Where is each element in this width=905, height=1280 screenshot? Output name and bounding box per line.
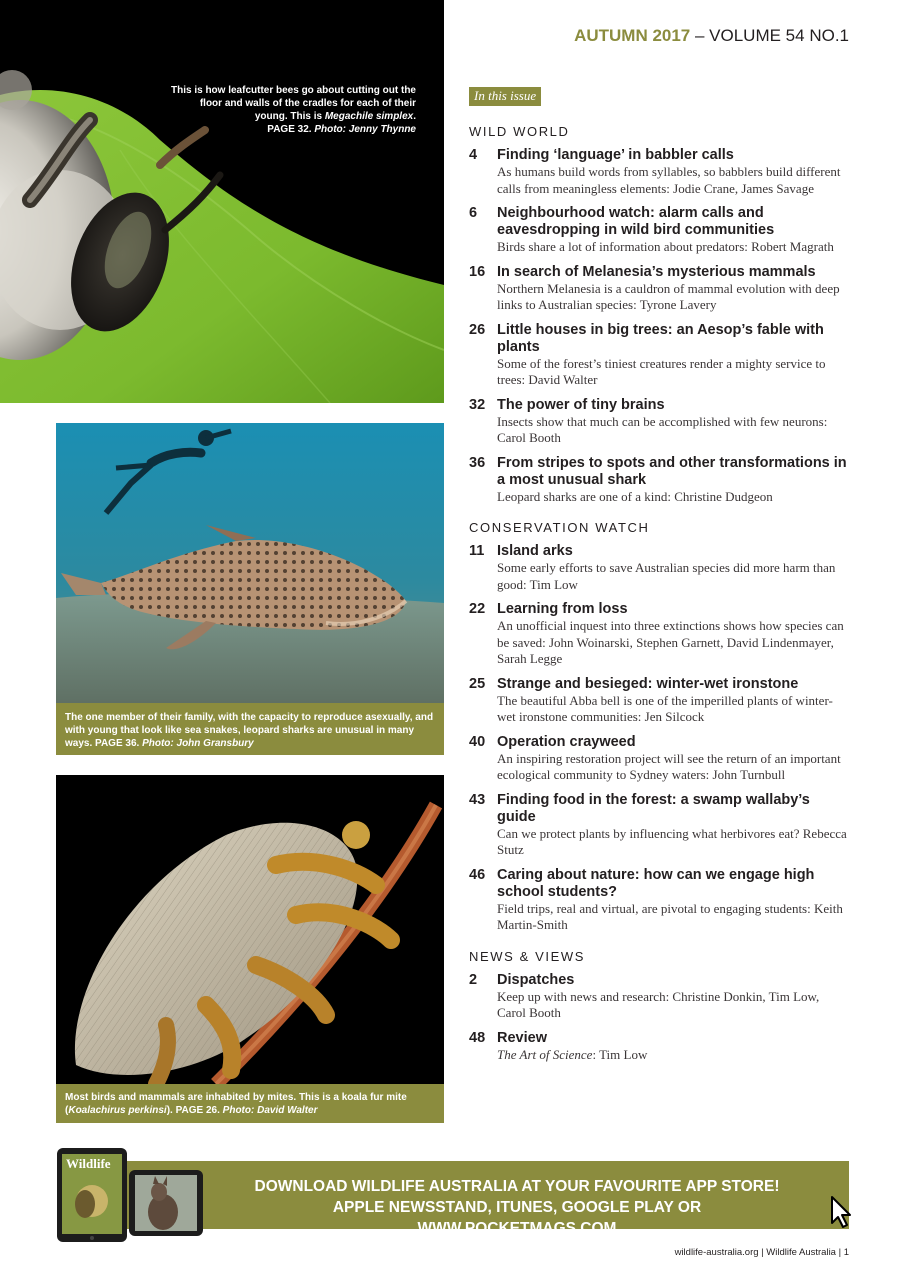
toc-entry-title: Neighbourhood watch: alarm calls and eavesdropping in wild bird communities: [497, 205, 775, 238]
koala-mite-photo: [56, 775, 444, 1084]
toc-entry-desc: The beautiful Abba bell is one of the imperilled plants of winter-wet ironstone communities: Jen Silcock: [497, 692, 833, 724]
toc-entry-title: Operation crayweed: [497, 733, 636, 750]
mite-caption-page: ). PAGE 26.: [166, 1105, 223, 1116]
toc-entry-page: 4: [469, 147, 478, 163]
mite-photo-caption: [56, 1084, 444, 1123]
review-book-title: The Art of Science: [497, 1046, 593, 1062]
toc-entry-page: 32: [469, 396, 486, 413]
mite-caption-species: Koalachirus perkinsi: [68, 1105, 167, 1116]
toc-entry-page: 46: [469, 866, 486, 883]
toc-entry-page: 25: [469, 675, 486, 692]
toc-entry[interactable]: [469, 734, 849, 784]
bee-photo-caption: [166, 84, 416, 136]
leafcutter-bee-photo: [0, 0, 444, 403]
shark-caption-credit: Photo: John Gransbury: [142, 738, 254, 749]
page-footer: wildlife-australia.org | Wildlife Australia | 1: [674, 1247, 849, 1258]
bee-caption-species: Megachile simplex: [324, 111, 414, 122]
toc-entry[interactable]: [469, 205, 849, 256]
toc-entry-desc: Can we protect plants by influencing what herbivores eat? Rebecca Stutz: [497, 825, 847, 857]
toc-entry-page: 22: [469, 601, 486, 617]
toc-entry-page: 26: [469, 321, 486, 338]
toc-entry-page: 2: [469, 971, 478, 988]
mite-caption-text: Most birds and mammals are inhabited by mites. This is a koala fur mite (: [65, 1092, 407, 1116]
toc-entry-desc: Some of the forest’s tiniest creatures render a mighty service to trees: David Walter: [497, 355, 826, 387]
banner-line-1: DOWNLOAD WILDLIFE AUSTRALIA AT YOUR FAVOURITE APP STORE!: [254, 1178, 780, 1195]
toc-entry[interactable]: [469, 543, 849, 593]
koala-mite-figure: [56, 775, 444, 1123]
toc-entry-title: Strange and besieged: winter-wet ironstone: [497, 675, 799, 692]
toc-entry-title: Little houses in big trees: an Aesop’s fable with plants: [497, 321, 824, 355]
toc-entry-page: 11: [469, 543, 485, 559]
toc-entry-title: In search of Melanesia’s mysterious mammals: [497, 263, 816, 280]
toc-entry-desc: Birds share a lot of information about predators: Robert Magrath: [497, 239, 834, 254]
toc-entry[interactable]: [469, 322, 849, 389]
toc-entry-page: 16: [469, 263, 486, 280]
tablet-icon: [55, 1146, 207, 1244]
toc-entry-page: 48: [469, 1029, 486, 1046]
toc-entry[interactable]: [469, 455, 849, 506]
toc-entry[interactable]: [469, 792, 849, 859]
issue-season: AUTUMN 2017: [574, 26, 691, 45]
tablet-devices-image: [55, 1146, 207, 1244]
toc-entry-page: 36: [469, 454, 486, 471]
toc-entry-title: Dispatches: [497, 971, 575, 988]
toc-entry-page: 43: [469, 791, 486, 808]
section-title-news-views: NEWS & VIEWS: [469, 948, 585, 964]
toc-entry-desc: An inspiring restoration project will see the return of an important ecological community to Sydney waters: John Turnbull: [497, 750, 841, 782]
bee-caption-punct: .: [413, 111, 416, 122]
section-title-wild-world: WILD WORLD: [469, 124, 570, 139]
toc-entry-desc: Insects show that much can be accomplished with few neurons: Carol Booth: [497, 413, 828, 445]
issue-volume: – VOLUME 54 NO.1: [690, 26, 849, 45]
toc-entry-page: 6: [469, 205, 478, 221]
toc-entry[interactable]: [469, 601, 849, 668]
section-title-conservation-watch: CONSERVATION WATCH: [469, 520, 650, 535]
toc-entry-desc: Leopard sharks are one of a kind: Christine Dudgeon: [497, 488, 773, 504]
toc-entry-title: Caring about nature: how can we engage high school students?: [497, 866, 815, 900]
toc-entry[interactable]: [469, 676, 849, 726]
bee-caption-page: PAGE 32.: [267, 124, 315, 135]
mouse-pointer-icon: [830, 1195, 854, 1234]
conservation-watch-list: [469, 543, 849, 934]
banner-text: [237, 1176, 797, 1239]
shark-photo-caption: [56, 703, 444, 755]
toc-entry[interactable]: [469, 867, 849, 934]
toc-entry-desc: An unofficial inquest into three extinctions shows how species can be saved: John Woinarski, Stephen Garnett, David Lindenmayer, Sarah Legge: [497, 618, 844, 666]
issue-header: [574, 26, 849, 46]
toc-entry[interactable]: [469, 1030, 849, 1064]
leopard-shark-photo: [56, 423, 444, 703]
shark-caption-text: The one member of their family, with the capacity to reproduce asexually, and with young that look like sea snakes, leopard sharks are unusual in many ways. PAGE 36.: [65, 712, 434, 749]
toc-entry-title: Learning from loss: [497, 601, 628, 617]
toc-entry[interactable]: [469, 972, 849, 1022]
toc-entry-desc: [497, 1047, 849, 1064]
mite-illustration: [56, 775, 444, 1084]
wild-world-list: [469, 147, 849, 505]
toc-entry-title: The power of tiny brains: [497, 396, 665, 413]
toc-entry-title: Finding ‘language’ in babbler calls: [497, 147, 734, 163]
toc-entry[interactable]: [469, 147, 849, 197]
toc-entry-desc: Some early efforts to save Australian species did more harm than good: Tim Low: [497, 560, 836, 592]
toc-entry[interactable]: [469, 264, 849, 314]
toc-entry-page: 40: [469, 733, 486, 750]
toc-entry[interactable]: [469, 397, 849, 447]
toc-entry-desc: Northern Melanesia is a cauldron of mammal evolution with deep links to Australian species: Tyrone Lavery: [497, 280, 840, 312]
news-views-list: [469, 972, 849, 1064]
toc-entry-title: Review: [497, 1029, 547, 1046]
in-this-issue-badge: In this issue: [469, 87, 541, 106]
toc-entry-desc: As humans build words from syllables, so babblers build different calls from meaningless elements: Jodie Crane, James Savage: [497, 164, 841, 196]
toc-entry-title: Island arks: [497, 543, 573, 559]
toc-entry-title: From stripes to spots and other transformations in a most unusual shark: [497, 454, 847, 488]
bee-caption-credit: Photo: Jenny Thynne: [314, 124, 416, 135]
bee-illustration: [0, 0, 444, 403]
toc-entry-title: Finding food in the forest: a swamp wallaby’s guide: [497, 791, 810, 825]
bee-caption-text: This is how leafcutter bees go about cutting out the floor and walls of the cradles for each of their young. This is: [170, 85, 416, 122]
review-author: : Tim Low: [592, 1046, 648, 1062]
shark-illustration: [56, 423, 444, 703]
app-logo-text: Wildlife: [66, 1156, 111, 1171]
toc-entry-desc: Field trips, real and virtual, are pivotal to engaging students: Keith Martin-Smith: [497, 900, 843, 932]
toc-entry-desc: Keep up with news and research: Christine Donkin, Tim Low, Carol Booth: [497, 988, 820, 1020]
mite-caption-credit: Photo: David Walter: [222, 1105, 318, 1116]
banner-line-2: APPLE NEWSSTAND, ITUNES, GOOGLE PLAY OR WWW.POCKETMAGS.COM: [332, 1199, 702, 1237]
table-of-contents: [469, 124, 849, 1071]
leopard-shark-figure: [56, 423, 444, 755]
